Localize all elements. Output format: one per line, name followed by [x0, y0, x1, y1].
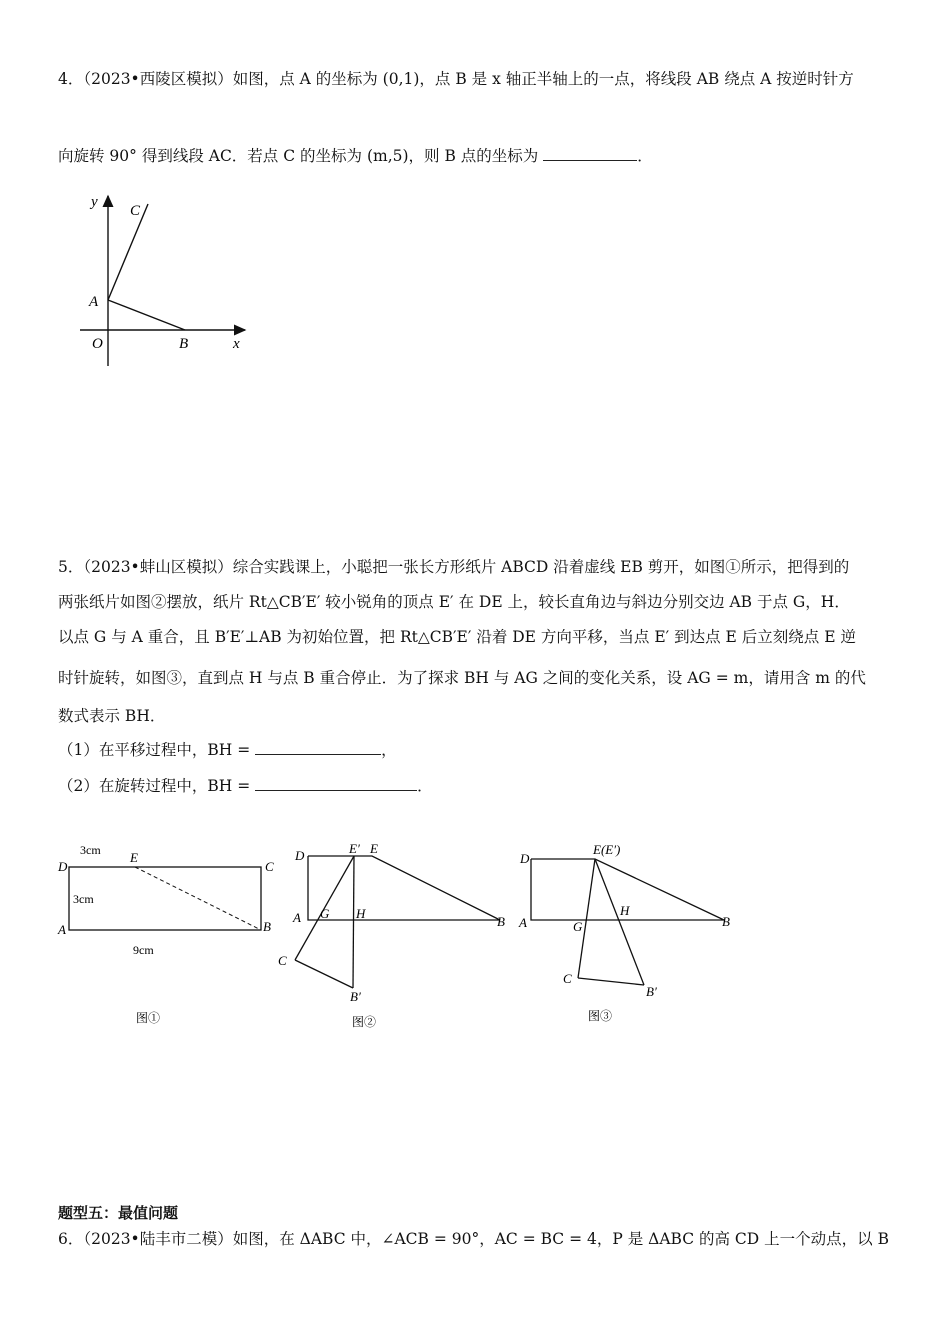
fig1-label-b: B [263, 919, 271, 934]
q5-sub-1-text: （1）在平移过程中，BH = [58, 741, 251, 759]
fig1-label-a: A [58, 922, 66, 937]
fig2-trapezoid [308, 856, 500, 920]
label-b: B [179, 336, 189, 352]
fig1-bottom-length: 9cm [133, 943, 154, 957]
q6-line-1: 6．（2023•陆丰市二模）如图，在 ΔABC 中，∠ACB = 90°，AC = BC = 4，P 是 ΔABC 的高 CD 上一个动点，以 B [58, 1230, 889, 1248]
q5-sub-2-text: （2）在旋转过程中，BH = [58, 777, 251, 795]
q5-sub-2 [58, 774, 433, 797]
q5-line-5: 数式表示 BH． [58, 707, 166, 725]
fig2-label-g: G [320, 906, 330, 921]
fig3-label-a: A [519, 915, 527, 930]
fig2-label-h: H [356, 906, 366, 921]
fig2-label-c: C [278, 953, 287, 968]
segment-ac [108, 204, 148, 300]
q5-sub-1-end: ， [381, 741, 397, 759]
fig2-label-b: B [497, 914, 505, 929]
q4-figure [70, 188, 260, 373]
fig3-edge-cb1 [578, 978, 644, 985]
q5-sub-1-blank[interactable] [255, 738, 381, 755]
fig2-label-e-prime: E′ [349, 841, 360, 856]
fig3-edge-eb1 [595, 859, 644, 985]
label-y: y [91, 194, 98, 210]
fig3-label-c: C [563, 971, 572, 986]
q5-figure-1 [55, 838, 285, 1033]
label-x: x [233, 336, 240, 352]
fig3-label-d: D [520, 851, 530, 866]
fig3-label-b: B [722, 914, 730, 929]
q5-line-2: 两张纸片如图②摆放，纸片 Rt△CB′E′ 较小锐角的顶点 E′ 在 DE 上，较长直角边与斜边分别交边 AB 于点 G，H． [58, 593, 850, 611]
fig2-label-e: E [370, 841, 378, 856]
fig1-label-c: C [265, 859, 274, 874]
fig1-side-length: 3cm [73, 892, 94, 906]
q5-figure-2 [275, 838, 525, 1038]
fig2-label-b-prime: B′ [350, 989, 361, 1004]
q4-line-2-text: 向旋转 90° 得到线段 AC．若点 C 的坐标为 (m,5)，则 B 点的坐标为 [58, 147, 539, 165]
q4-line-2 [58, 144, 653, 167]
section-title: 题型五：最值问题 [58, 1204, 179, 1222]
fig2-edge-cb1 [295, 960, 353, 988]
fig2-caption: 图② [352, 1015, 377, 1029]
label-c: C [130, 203, 141, 219]
label-a: A [89, 294, 99, 310]
label-o: O [92, 336, 103, 352]
fig1-label-d: D [58, 859, 68, 874]
q5-line-4: 时针旋转，如图③，直到点 H 与点 B 重合停止．为了探求 BH 与 AG 之间的变化关系，设 AG = m，请用含 m 的代 [58, 669, 866, 687]
dashed-eb [135, 867, 261, 930]
fig1-caption: 图① [136, 1011, 161, 1025]
q4-line-1: 4．（2023•西陵区模拟）如图，点 A 的坐标为 (0,1)，点 B 是 x 轴正半轴上的一点，将线段 AB 绕点 A 按逆时针方 [58, 70, 854, 88]
fig3-label-h: H [620, 903, 630, 918]
q5-sub-2-blank[interactable] [255, 774, 417, 791]
fig3-caption: 图③ [588, 1009, 613, 1023]
q5-sub-1 [58, 738, 397, 761]
rectangle-abcd [69, 867, 261, 930]
fig3-label-e: E(E′) [593, 842, 621, 857]
fig2-label-d: D [295, 848, 305, 863]
fig2-label-a: A [293, 910, 301, 925]
fig3-label-g: G [573, 919, 583, 934]
q5-line-1: 5．（2023•蚌山区模拟）综合实践课上，小聪把一张长方形纸片 ABCD 沿着虚线 EB 剪开，如图①所示，把得到的 [58, 558, 850, 576]
q5-sub-2-end: ． [417, 777, 433, 795]
q5-figure-3 [515, 838, 755, 1038]
q4-line-2-end: ． [637, 147, 653, 165]
segment-ab [108, 300, 185, 330]
fig2-edge-eb1 [353, 856, 354, 988]
q4-answer-blank[interactable] [543, 144, 637, 161]
fig1-top-length: 3cm [80, 843, 101, 857]
fig1-label-e: E [130, 850, 138, 865]
fig3-label-b-prime: B′ [646, 984, 657, 999]
q5-line-3: 以点 G 与 A 重合，且 B′E′⊥AB 为初始位置，把 Rt△CB′E′ 沿着 DE 方向平移，当点 E′ 到达点 E 后立刻绕点 E 逆 [58, 628, 856, 646]
